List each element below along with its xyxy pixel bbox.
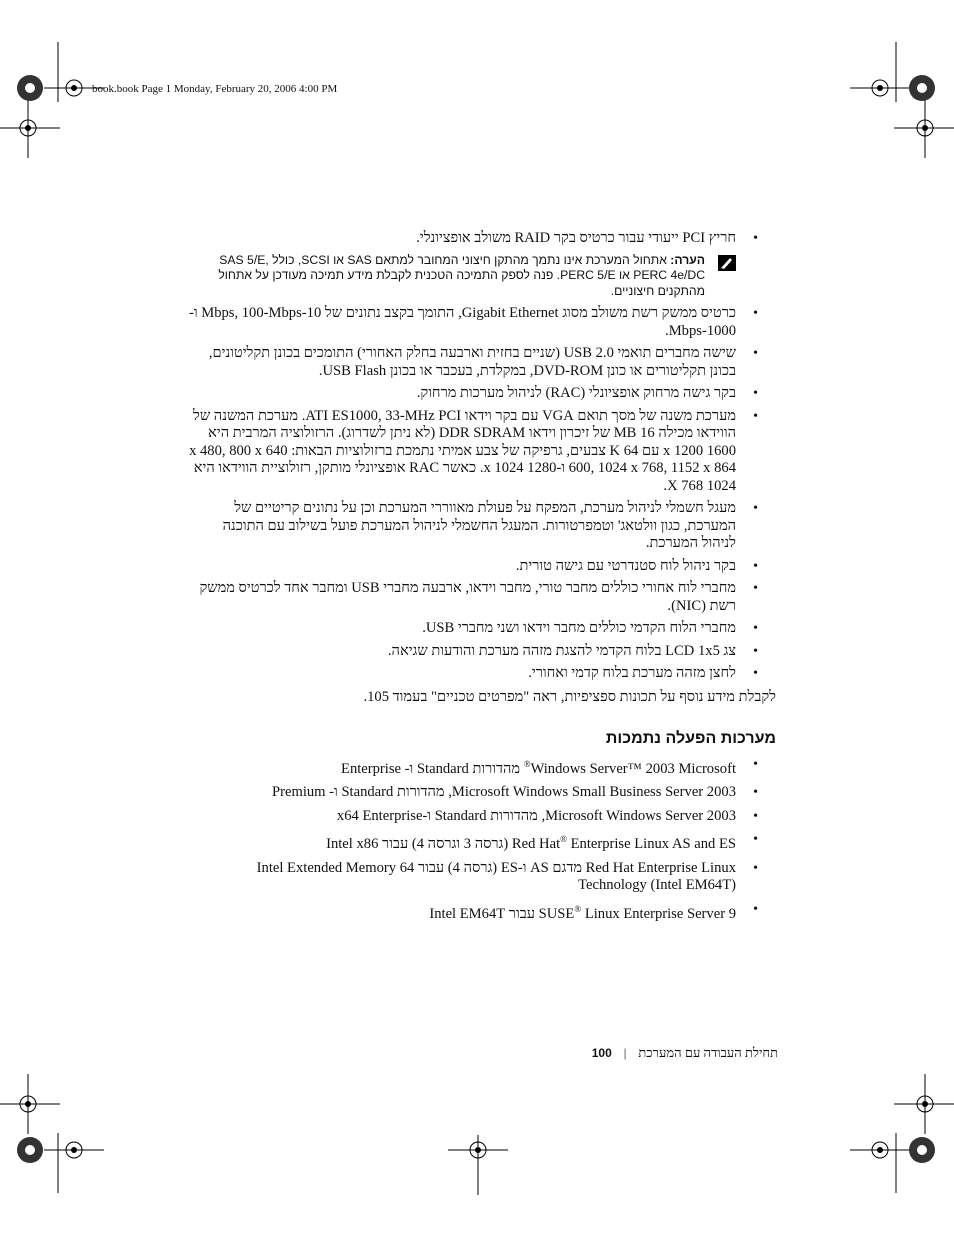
bullet-icon: • (753, 808, 758, 824)
printer-header-line: book.book Page 1 Monday, February 20, 2006 4:00 PM (92, 83, 338, 95)
list-item: • מעגל חשמלי לניהול מערכת, המפקח על פעולת מאווררי המערכת וכן על נתונים קריטיים של המערכת, כגון וולטאג' וטמפרטורות. המעגל החשמלי לניהול המערכת פועל בשילוב עם התוכנה לניהול המערכת. (222, 500, 758, 551)
list-item: • Red Hat Enterprise Linux מדגם AS ו-ES (גרסה 4) עבור Intel Extended Memory 64 Technology (Intel EM64T) (256, 859, 758, 894)
bullet-icon: • (753, 558, 758, 574)
bullet-icon: • (753, 785, 758, 801)
bullet-icon: • (753, 860, 758, 876)
list-item: • לחצן מזהה מערכת בלוח קדמי ואחורי. (528, 665, 758, 681)
list-item: • Red Hat® Enterprise Linux AS and ES (גרסה 3 וגרסה 4) עבור Intel x86 (326, 832, 758, 853)
section-heading: מערכות הפעלה נתמכות (605, 730, 776, 747)
more-info-paragraph: לקבלת מידע נוסף על תכונות ספציפיות, ראה "מפרטים טכניים" בעמוד 105. (363, 688, 776, 705)
bullet-icon: • (753, 757, 758, 772)
list-item: • מחברי לוח אחורי כוללים מחבר טורי, מחבר וידאו, ארבעה מחברי USB ומחבר אחד לכרטיס ממשק רשת (NIC). (199, 580, 758, 614)
features-list-continued (188, 305, 758, 683)
list-item: • Microsoft Windows Server 2003, מהדורות Standard ו-x64 Enterprise (336, 807, 758, 824)
bullet-icon: • (753, 621, 758, 636)
footer-divider: | (623, 1045, 627, 1060)
list-item: • כרטיס ממשק רשת משולב מסוג Gigabit Ethernet, התומך בקצב נתונים של 10-Mbps, 100-Mbps ו- 1000-Mbps. (188, 305, 758, 339)
note-text: אתחול המערכת אינו נתמך מהתקן חיצוני המחובר למתאם SAS או SCSI, כולל SAS 5/E, PERC 4e/DC או PERC 5/E. פנה לספק התמיכה הטכנית לקבלת מידע תמיכה מעודכן על אתחול מהתקנים חיצוניים. (218, 252, 705, 298)
list-item: • מערכת משנה של מסך תואם VGA עם בקר וידאו ATI ES1000, 33-MHz PCI. מערכת המשנה של הווידאו מכילה 16 MB של זיכרון וידאו DDR SDRAM (לא ניתן לשדרוג). הרזולוציה המרבית היא 1600 x 1200 עם 64 K צבעים, גרפיקה של צבע אמיתי נתמכת ברזולוציות הבאות: 640 x 480, 800 x 600, 1024 x 768, 1152 x 864 ו-1280 x 1024. כאשר RAC אופציונלי מותקן, רזולוציית הווידאו היא 1024 X 768. (189, 407, 758, 494)
list-item: • שישה מחברים תואמי USB 2.0 (שניים בחזית וארבעה בחלק האחורי) התומכים בכונן תקליטונים, בכונן תקליטורים או כונן DVD-ROM, במקלדת, בעכבר או בכונן USB Flash. (208, 345, 758, 379)
features-list (188, 230, 758, 248)
list-item: • Windows Server™ 2003 Microsoft® מהדורות Standard ו- Enterprise (341, 757, 758, 777)
list-item: • חריץ PCI ייעודי עבור כרטיס בקר RAID משולב אופציונלי. (416, 230, 758, 246)
list-item: • SUSE® Linux Enterprise Server 9 עבור Intel EM64T (429, 901, 758, 922)
bullet-icon: • (753, 643, 758, 659)
note-label: הערה: (670, 252, 705, 267)
list-item: • צג LCD 1x5 בלוח הקדמי להצגת מזהה מערכת והודעות שגיאה. (387, 642, 758, 659)
list-item: • Microsoft Windows Small Business Server 2003, מהדורות Standard ו- Premium (272, 784, 758, 801)
bullet-icon: • (753, 901, 758, 917)
list-item: • מחברי הלוח הקדמי כוללים מחבר וידאו ושני מחברי USB. (422, 620, 758, 636)
page-footer (560, 1045, 778, 1061)
chapter-title: תחילת העבודה עם המערכת (638, 1045, 778, 1060)
list-item: • בקר גישה מרחוק אופציונלי (RAC) לניהול מערכות מרחוק. (416, 385, 758, 401)
bullet-icon: • (753, 408, 758, 424)
note-pencil-icon (718, 255, 736, 271)
bullet-icon: • (753, 501, 758, 516)
bullet-icon: • (753, 306, 758, 321)
bullet-icon: • (753, 666, 758, 681)
bullet-icon: • (753, 581, 758, 596)
bullet-icon: • (753, 231, 758, 246)
page-content (188, 230, 776, 929)
bullet-icon: • (753, 832, 758, 848)
note-box (186, 253, 736, 300)
os-list (188, 756, 758, 923)
bullet-icon: • (753, 386, 758, 401)
bullet-icon: • (753, 346, 758, 361)
list-item: • בקר ניהול לוח סטנדרטי עם גישה טורית. (515, 557, 758, 574)
page-number: 100 (591, 1046, 612, 1060)
